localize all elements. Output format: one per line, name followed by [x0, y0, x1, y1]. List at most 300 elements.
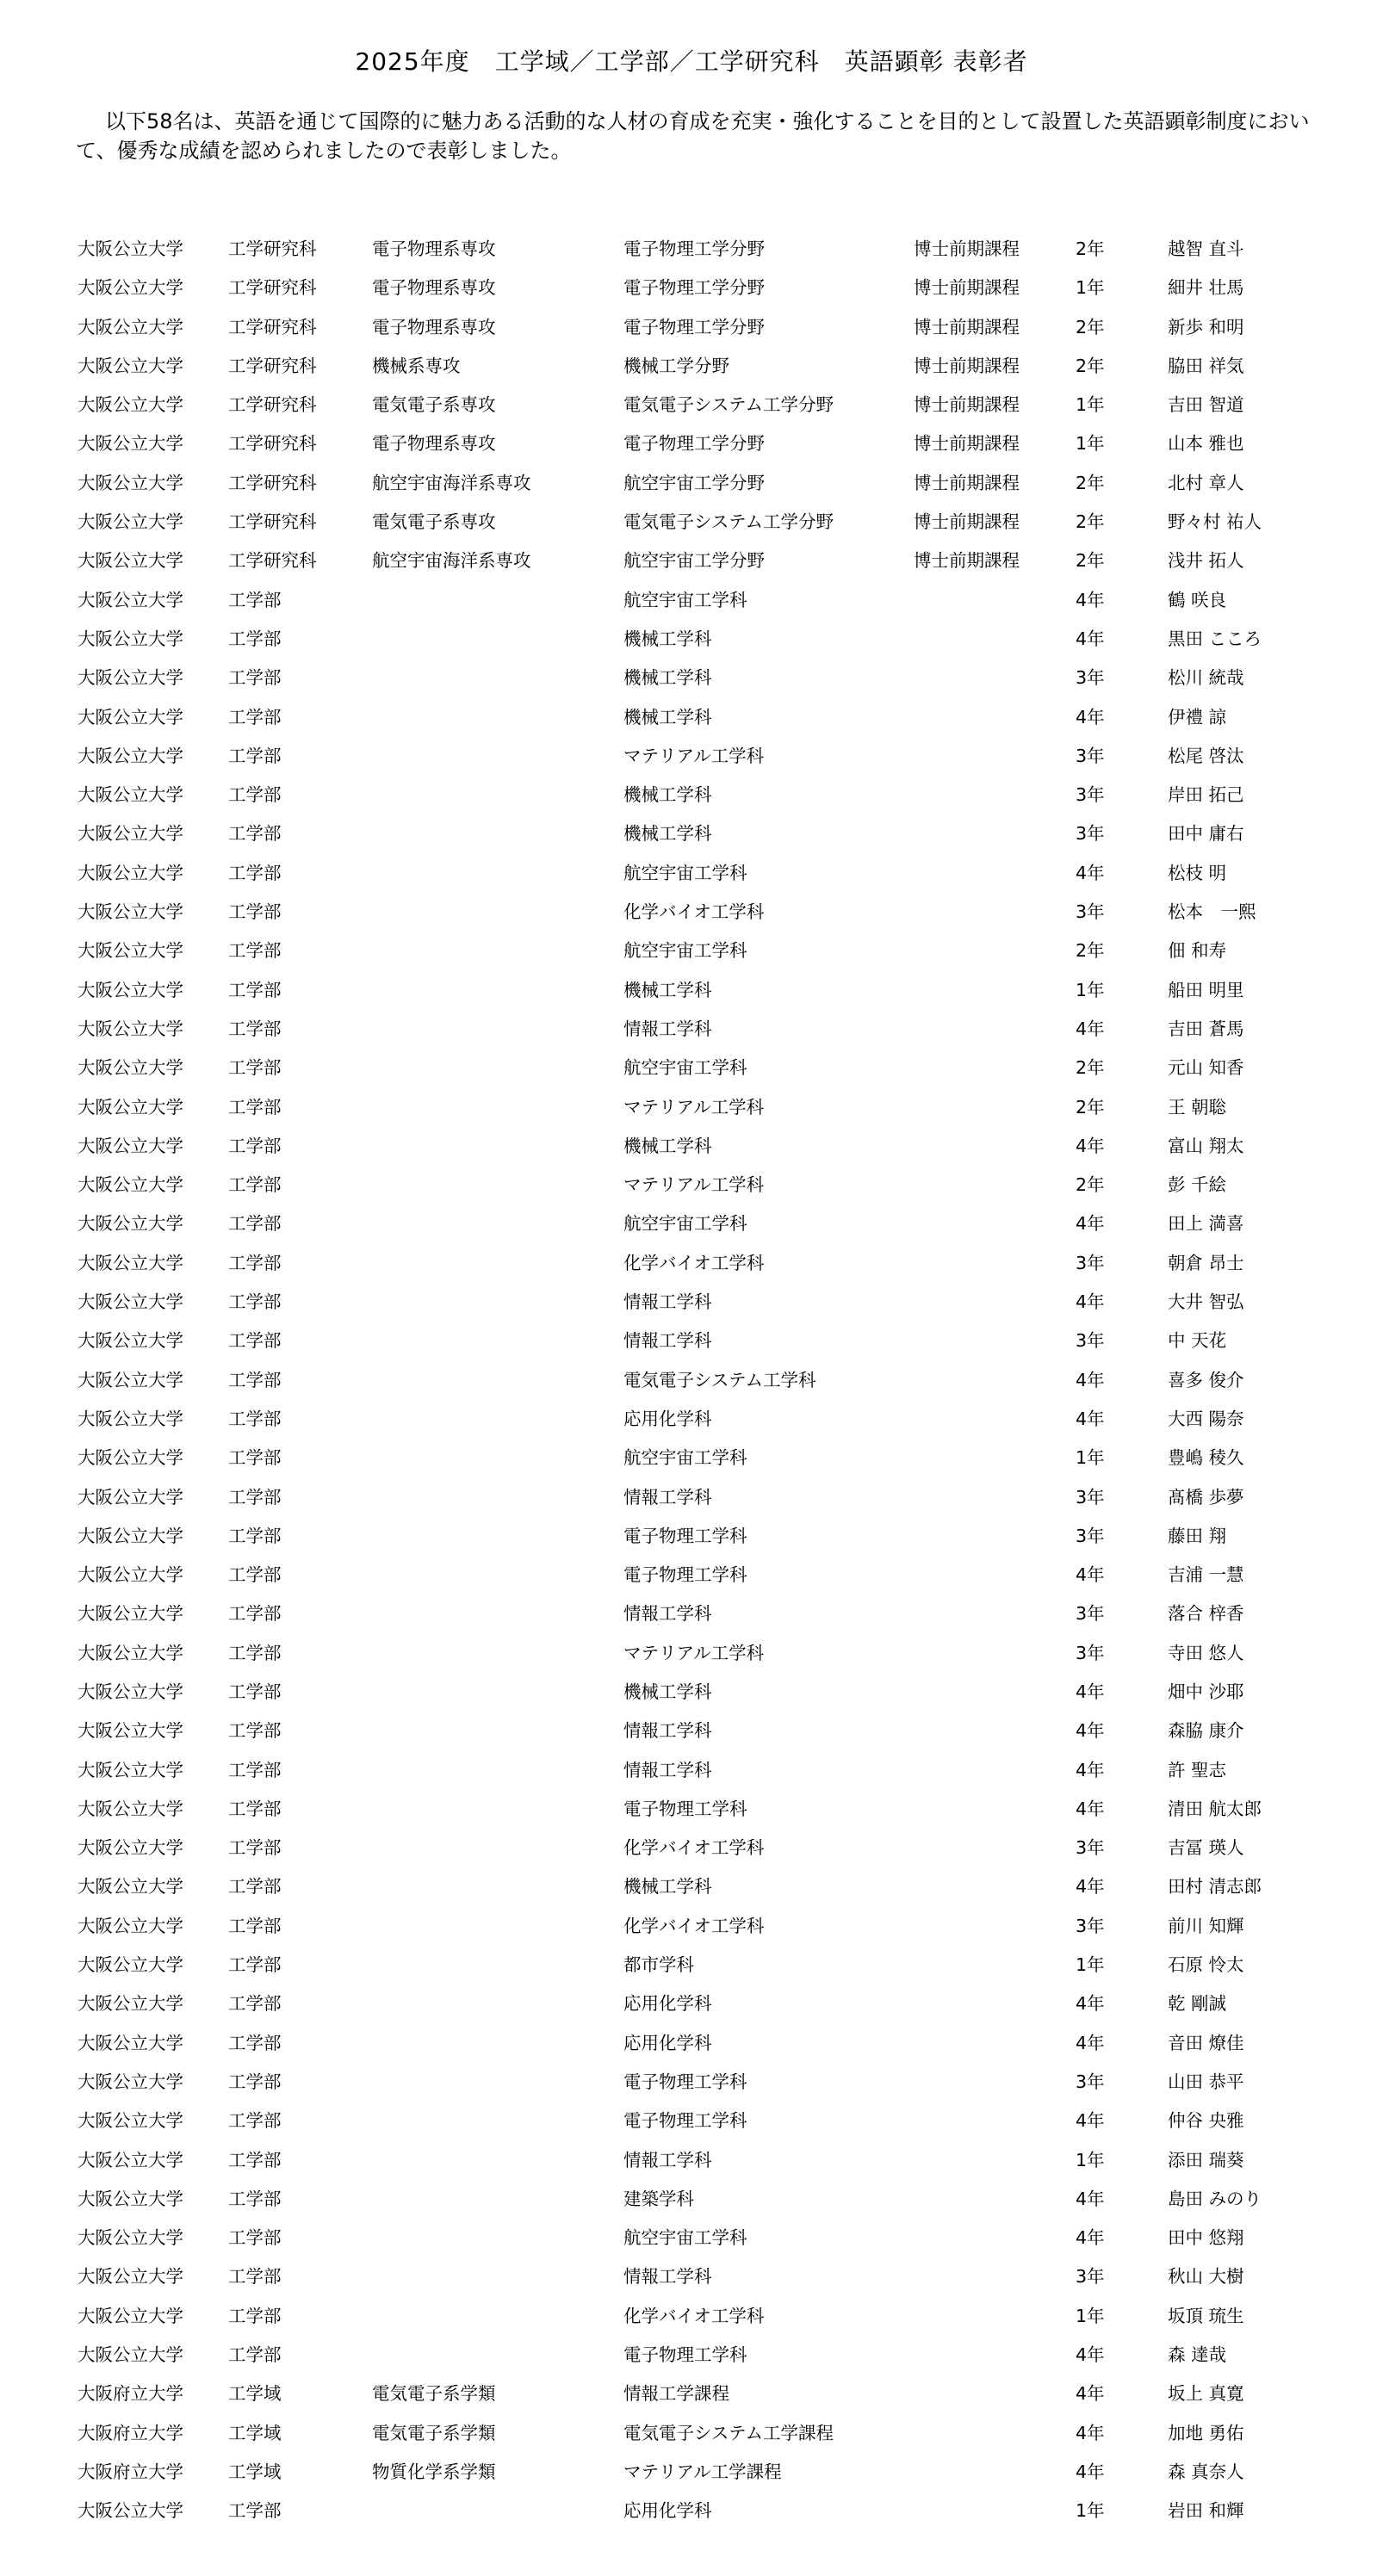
table-row: [0, 273, 1383, 312]
table-row: [0, 1014, 1383, 1053]
major-cell: 機械工学分野: [623, 355, 729, 376]
name-cell: 山田 恭平: [1168, 2071, 1244, 2092]
faculty-cell: 工学部: [228, 1642, 282, 1663]
table-row: [0, 780, 1383, 819]
name-cell: 黒田 こころ: [1168, 628, 1262, 649]
table-row: [0, 2262, 1383, 2300]
table-row: [0, 1287, 1383, 1326]
year-cell: 4年: [1076, 589, 1105, 610]
major-cell: 電気電子システム工学分野: [623, 511, 834, 533]
year-cell: 3年: [1076, 784, 1105, 806]
year-cell: 4年: [1076, 706, 1105, 728]
university-cell: 大阪公立大学: [78, 511, 183, 533]
table-row: [0, 1560, 1383, 1599]
university-cell: 大阪公立大学: [78, 2344, 183, 2366]
major-cell: 情報工学科: [623, 2266, 712, 2288]
table-row: [0, 2223, 1383, 2262]
name-cell: 坂上 真寛: [1168, 2383, 1244, 2405]
year-cell: 3年: [1076, 667, 1105, 689]
name-cell: 元山 知香: [1168, 1057, 1244, 1079]
name-cell: 吉冨 瑛人: [1168, 1837, 1244, 1859]
table-row: [0, 1677, 1383, 1716]
name-cell: 髙橋 歩夢: [1168, 1486, 1244, 1508]
year-cell: 3年: [1076, 2071, 1105, 2092]
table-row: [0, 1443, 1383, 1482]
university-cell: 大阪府立大学: [78, 2383, 183, 2405]
faculty-cell: 工学部: [228, 1213, 282, 1235]
major-cell: 電子物理工学科: [623, 2110, 747, 2132]
faculty-cell: 工学部: [228, 1408, 282, 1429]
major-cell: 航空宇宙工学科: [623, 1447, 747, 1469]
table-row: [0, 1756, 1383, 1794]
major-cell: 情報工学科: [623, 1486, 712, 1508]
year-cell: 1年: [1076, 1954, 1105, 1976]
major-cell: 情報工学科: [623, 1330, 712, 1352]
major-cell: 都市学科: [623, 1954, 694, 1976]
faculty-cell: 工学研究科: [228, 355, 317, 376]
year-cell: 1年: [1076, 979, 1105, 1000]
faculty-cell: 工学部: [228, 1876, 282, 1898]
major-cell: 電子物理工学分野: [623, 433, 765, 455]
faculty-cell: 工学域: [228, 2461, 282, 2482]
document-title: 2025年度 工学域／工学部／工学研究科 英語顕彰 表彰者: [355, 47, 1028, 76]
faculty-cell: 工学部: [228, 2500, 282, 2522]
university-cell: 大阪公立大学: [78, 1681, 183, 1702]
table-row: [0, 2496, 1383, 2535]
name-cell: 彭 千絵: [1168, 1174, 1227, 1196]
table-row: [0, 585, 1383, 624]
faculty-cell: 工学部: [228, 2344, 282, 2366]
table-row: [0, 1404, 1383, 1443]
university-cell: 大阪公立大学: [78, 2305, 183, 2326]
major-cell: 電子物理工学科: [623, 1798, 747, 1819]
name-cell: 大井 智弘: [1168, 1291, 1244, 1313]
faculty-cell: 工学部: [228, 784, 282, 806]
university-cell: 大阪公立大学: [78, 2188, 183, 2209]
major-cell: 航空宇宙工学分野: [623, 550, 765, 572]
year-cell: 4年: [1076, 1408, 1105, 1429]
university-cell: 大阪府立大学: [78, 2422, 183, 2443]
year-cell: 2年: [1076, 238, 1105, 259]
faculty-cell: 工学域: [228, 2383, 282, 2405]
major-cell: 機械工学科: [623, 823, 712, 845]
university-cell: 大阪公立大学: [78, 2071, 183, 2092]
name-cell: 森 達哉: [1168, 2344, 1227, 2366]
university-cell: 大阪公立大学: [78, 1057, 183, 1079]
table-row: [0, 1053, 1383, 1092]
year-cell: 3年: [1076, 1603, 1105, 1625]
name-cell: 田村 清志郎: [1168, 1876, 1262, 1898]
table-row: [0, 1950, 1383, 1989]
major-cell: 化学バイオ工学科: [623, 2305, 765, 2326]
university-cell: 大阪公立大学: [78, 1525, 183, 1546]
year-cell: 1年: [1076, 2500, 1105, 2522]
year-cell: 1年: [1076, 433, 1105, 455]
table-row: [0, 1989, 1383, 2028]
major-cell: 応用化学科: [623, 2032, 712, 2053]
major-cell: 情報工学科: [623, 1018, 712, 1039]
name-cell: 田中 悠翔: [1168, 2227, 1244, 2249]
faculty-cell: 工学研究科: [228, 472, 317, 493]
table-row: [0, 2067, 1383, 2106]
university-cell: 大阪公立大学: [78, 589, 183, 610]
university-cell: 大阪公立大学: [78, 1837, 183, 1859]
major-cell: 化学バイオ工学科: [623, 1915, 765, 1936]
university-cell: 大阪公立大学: [78, 1291, 183, 1313]
course-cell: 博士前期課程: [914, 511, 1020, 533]
year-cell: 3年: [1076, 1330, 1105, 1352]
university-cell: 大阪公立大学: [78, 1096, 183, 1118]
faculty-cell: 工学部: [228, 1915, 282, 1936]
major-cell: 航空宇宙工学科: [623, 940, 747, 962]
year-cell: 3年: [1076, 1486, 1105, 1508]
name-cell: 王 朝聡: [1168, 1096, 1227, 1118]
major-cell: 機械工学科: [623, 1135, 712, 1156]
university-cell: 大阪公立大学: [78, 940, 183, 962]
year-cell: 3年: [1076, 1837, 1105, 1859]
year-cell: 1年: [1076, 2149, 1105, 2170]
table-row: [0, 703, 1383, 741]
name-cell: 松尾 啓汰: [1168, 745, 1244, 766]
major-cell: 機械工学科: [623, 1681, 712, 1702]
university-cell: 大阪公立大学: [78, 628, 183, 649]
university-cell: 大阪公立大学: [78, 979, 183, 1000]
department-cell: 物質化学系学類: [372, 2461, 496, 2482]
faculty-cell: 工学部: [228, 2110, 282, 2132]
name-cell: 松枝 明: [1168, 862, 1227, 883]
name-cell: 豊嶋 稜久: [1168, 1447, 1244, 1469]
table-row: [0, 1638, 1383, 1677]
university-cell: 大阪公立大学: [78, 2032, 183, 2053]
department-cell: 電子物理系専攻: [372, 433, 496, 455]
faculty-cell: 工学域: [228, 2422, 282, 2443]
major-cell: 電気電子システム工学分野: [623, 394, 834, 416]
major-cell: 情報工学科: [623, 1759, 712, 1780]
year-cell: 1年: [1076, 277, 1105, 299]
table-row: [0, 313, 1383, 351]
name-cell: 藤田 翔: [1168, 1525, 1227, 1546]
year-cell: 4年: [1076, 1876, 1105, 1898]
major-cell: マテリアル工学科: [623, 1174, 765, 1196]
name-cell: 吉田 智道: [1168, 394, 1244, 416]
table-row: [0, 429, 1383, 468]
faculty-cell: 工学部: [228, 1837, 282, 1859]
year-cell: 3年: [1076, 823, 1105, 845]
year-cell: 2年: [1076, 940, 1105, 962]
faculty-cell: 工学部: [228, 1993, 282, 2015]
year-cell: 2年: [1076, 472, 1105, 493]
university-cell: 大阪公立大学: [78, 1798, 183, 1819]
university-cell: 大阪公立大学: [78, 1603, 183, 1625]
name-cell: 山本 雅也: [1168, 433, 1244, 455]
year-cell: 4年: [1076, 1720, 1105, 1742]
faculty-cell: 工学部: [228, 628, 282, 649]
department-cell: 航空宇宙海洋系専攻: [372, 550, 531, 572]
major-cell: 情報工学科: [623, 1603, 712, 1625]
university-cell: 大阪公立大学: [78, 355, 183, 376]
name-cell: 石原 怜太: [1168, 1954, 1244, 1976]
major-cell: 電気電子システム工学科: [623, 1369, 816, 1390]
university-cell: 大阪公立大学: [78, 316, 183, 337]
faculty-cell: 工学部: [228, 1525, 282, 1546]
major-cell: 航空宇宙工学科: [623, 1057, 747, 1079]
name-cell: 島田 みのり: [1168, 2188, 1262, 2209]
year-cell: 3年: [1076, 1642, 1105, 1663]
table-row: [0, 1794, 1383, 1833]
faculty-cell: 工学部: [228, 1330, 282, 1352]
major-cell: 電子物理工学科: [623, 1525, 747, 1546]
table-row: [0, 624, 1383, 663]
faculty-cell: 工学部: [228, 1486, 282, 1508]
faculty-cell: 工学部: [228, 1720, 282, 1742]
table-row: [0, 1209, 1383, 1248]
course-cell: 博士前期課程: [914, 550, 1020, 572]
faculty-cell: 工学部: [228, 1954, 282, 1976]
university-cell: 大阪公立大学: [78, 2500, 183, 2522]
table-row: [0, 2106, 1383, 2145]
university-cell: 大阪公立大学: [78, 2227, 183, 2249]
table-row: [0, 1248, 1383, 1287]
table-row: [0, 1521, 1383, 1560]
faculty-cell: 工学部: [228, 745, 282, 766]
faculty-cell: 工学部: [228, 2071, 282, 2092]
year-cell: 4年: [1076, 1291, 1105, 1313]
name-cell: 坂頂 琉生: [1168, 2305, 1244, 2326]
university-cell: 大阪公立大学: [78, 1252, 183, 1273]
major-cell: 機械工学科: [623, 1876, 712, 1898]
major-cell: 機械工学科: [623, 706, 712, 728]
university-cell: 大阪公立大学: [78, 1213, 183, 1235]
major-cell: 電子物理工学科: [623, 2071, 747, 2092]
table-row: [0, 2184, 1383, 2223]
university-cell: 大阪公立大学: [78, 472, 183, 493]
faculty-cell: 工学部: [228, 2188, 282, 2209]
table-row: [0, 858, 1383, 897]
table-row: [0, 234, 1383, 273]
name-cell: 畑中 沙耶: [1168, 1681, 1244, 1702]
university-cell: 大阪公立大学: [78, 1915, 183, 1936]
faculty-cell: 工学部: [228, 1291, 282, 1313]
course-cell: 博士前期課程: [914, 277, 1020, 299]
year-cell: 3年: [1076, 2266, 1105, 2288]
major-cell: 情報工学科: [623, 2149, 712, 2170]
university-cell: 大阪公立大学: [78, 2266, 183, 2288]
year-cell: 4年: [1076, 2461, 1105, 2482]
name-cell: 佃 和寿: [1168, 940, 1227, 962]
year-cell: 2年: [1076, 1174, 1105, 1196]
course-cell: 博士前期課程: [914, 433, 1020, 455]
faculty-cell: 工学部: [228, 1252, 282, 1273]
year-cell: 1年: [1076, 2305, 1105, 2326]
faculty-cell: 工学研究科: [228, 238, 317, 259]
major-cell: 情報工学課程: [623, 2383, 729, 2405]
university-cell: 大阪公立大学: [78, 1759, 183, 1780]
university-cell: 大阪公立大学: [78, 1876, 183, 1898]
name-cell: 乾 剛誠: [1168, 1993, 1227, 2015]
table-row: [0, 2379, 1383, 2418]
name-cell: 細井 壮馬: [1168, 277, 1244, 299]
name-cell: 越智 直斗: [1168, 238, 1244, 259]
department-cell: 電子物理系専攻: [372, 316, 496, 337]
table-row: [0, 351, 1383, 390]
table-row: [0, 1365, 1383, 1404]
university-cell: 大阪公立大学: [78, 1330, 183, 1352]
year-cell: 3年: [1076, 745, 1105, 766]
faculty-cell: 工学部: [228, 940, 282, 962]
awardee-table: [0, 234, 1383, 2536]
table-row: [0, 507, 1383, 546]
university-cell: 大阪公立大学: [78, 901, 183, 923]
name-cell: 加地 勇佑: [1168, 2422, 1244, 2443]
name-cell: 仲谷 央雅: [1168, 2110, 1244, 2132]
major-cell: 機械工学科: [623, 667, 712, 689]
course-cell: 博士前期課程: [914, 238, 1020, 259]
year-cell: 3年: [1076, 1252, 1105, 1273]
university-cell: 大阪公立大学: [78, 1954, 183, 1976]
year-cell: 1年: [1076, 1447, 1105, 1469]
table-row: [0, 1170, 1383, 1209]
course-cell: 博士前期課程: [914, 355, 1020, 376]
year-cell: 4年: [1076, 1798, 1105, 1819]
university-cell: 大阪公立大学: [78, 2149, 183, 2170]
year-cell: 4年: [1076, 1213, 1105, 1235]
name-cell: 森 真奈人: [1168, 2461, 1244, 2482]
faculty-cell: 工学研究科: [228, 550, 317, 572]
year-cell: 4年: [1076, 2344, 1105, 2366]
year-cell: 4年: [1076, 1681, 1105, 1702]
major-cell: 電子物理工学科: [623, 2344, 747, 2366]
table-row: [0, 1599, 1383, 1638]
year-cell: 4年: [1076, 1135, 1105, 1156]
major-cell: 機械工学科: [623, 784, 712, 806]
university-cell: 大阪公立大学: [78, 238, 183, 259]
faculty-cell: 工学部: [228, 2305, 282, 2326]
major-cell: マテリアル工学課程: [623, 2461, 782, 2482]
faculty-cell: 工学部: [228, 589, 282, 610]
name-cell: 船田 明里: [1168, 979, 1244, 1000]
faculty-cell: 工学部: [228, 1135, 282, 1156]
name-cell: 松本 一熙: [1168, 901, 1256, 923]
year-cell: 2年: [1076, 355, 1105, 376]
department-cell: 電気電子系専攻: [372, 394, 496, 416]
year-cell: 4年: [1076, 1564, 1105, 1586]
faculty-cell: 工学部: [228, 1759, 282, 1780]
table-row: [0, 2146, 1383, 2184]
faculty-cell: 工学部: [228, 2227, 282, 2249]
major-cell: 電子物理工学分野: [623, 238, 765, 259]
year-cell: 4年: [1076, 2227, 1105, 2249]
table-row: [0, 2418, 1383, 2457]
university-cell: 大阪公立大学: [78, 1135, 183, 1156]
university-cell: 大阪公立大学: [78, 862, 183, 883]
table-row: [0, 468, 1383, 507]
name-cell: 松川 統哉: [1168, 667, 1244, 689]
major-cell: 機械工学科: [623, 979, 712, 1000]
name-cell: 秋山 大樹: [1168, 2266, 1244, 2288]
major-cell: 航空宇宙工学科: [623, 2227, 747, 2249]
major-cell: 航空宇宙工学科: [623, 862, 747, 883]
faculty-cell: 工学部: [228, 2149, 282, 2170]
year-cell: 1年: [1076, 394, 1105, 416]
year-cell: 4年: [1076, 2032, 1105, 2053]
name-cell: 新歩 和明: [1168, 316, 1244, 337]
faculty-cell: 工学部: [228, 1057, 282, 1079]
major-cell: 応用化学科: [623, 1408, 712, 1429]
department-cell: 機械系専攻: [372, 355, 461, 376]
faculty-cell: 工学部: [228, 1798, 282, 1819]
year-cell: 3年: [1076, 1525, 1105, 1546]
name-cell: 岩田 和輝: [1168, 2500, 1244, 2522]
faculty-cell: 工学部: [228, 2032, 282, 2053]
name-cell: 音田 燎佳: [1168, 2032, 1244, 2053]
name-cell: 添田 瑞葵: [1168, 2149, 1244, 2170]
name-cell: 富山 翔太: [1168, 1135, 1244, 1156]
year-cell: 4年: [1076, 1369, 1105, 1390]
faculty-cell: 工学部: [228, 1564, 282, 1586]
major-cell: 化学バイオ工学科: [623, 901, 765, 923]
course-cell: 博士前期課程: [914, 472, 1020, 493]
major-cell: マテリアル工学科: [623, 1642, 765, 1663]
university-cell: 大阪公立大学: [78, 1018, 183, 1039]
faculty-cell: 工学部: [228, 1174, 282, 1196]
year-cell: 2年: [1076, 316, 1105, 337]
course-cell: 博士前期課程: [914, 394, 1020, 416]
year-cell: 4年: [1076, 862, 1105, 883]
major-cell: 化学バイオ工学科: [623, 1837, 765, 1859]
name-cell: 前川 知輝: [1168, 1915, 1244, 1936]
major-cell: 建築学科: [623, 2188, 694, 2209]
faculty-cell: 工学研究科: [228, 433, 317, 455]
faculty-cell: 工学部: [228, 1681, 282, 1702]
table-row: [0, 1483, 1383, 1521]
year-cell: 4年: [1076, 2422, 1105, 2443]
faculty-cell: 工学研究科: [228, 394, 317, 416]
university-cell: 大阪公立大学: [78, 1564, 183, 1586]
university-cell: 大阪府立大学: [78, 2461, 183, 2482]
name-cell: 喜多 俊介: [1168, 1369, 1244, 1390]
name-cell: 浅井 拓人: [1168, 550, 1244, 572]
university-cell: 大阪公立大学: [78, 277, 183, 299]
university-cell: 大阪公立大学: [78, 745, 183, 766]
table-row: [0, 663, 1383, 702]
department-cell: 電気電子系学類: [372, 2383, 496, 2405]
major-cell: マテリアル工学科: [623, 1096, 765, 1118]
table-row: [0, 1093, 1383, 1131]
year-cell: 2年: [1076, 1057, 1105, 1079]
name-cell: 野々村 祐人: [1168, 511, 1262, 533]
major-cell: 電子物理工学分野: [623, 277, 765, 299]
major-cell: 情報工学科: [623, 1720, 712, 1742]
table-row: [0, 546, 1383, 585]
year-cell: 2年: [1076, 1096, 1105, 1118]
table-row: [0, 819, 1383, 858]
university-cell: 大阪公立大学: [78, 1642, 183, 1663]
university-cell: 大阪公立大学: [78, 550, 183, 572]
name-cell: 岸田 拓己: [1168, 784, 1244, 806]
university-cell: 大阪公立大学: [78, 1486, 183, 1508]
table-row: [0, 1833, 1383, 1872]
year-cell: 4年: [1076, 2110, 1105, 2132]
major-cell: 電気電子システム工学課程: [623, 2422, 834, 2443]
year-cell: 4年: [1076, 1759, 1105, 1780]
table-row: [0, 2301, 1383, 2340]
major-cell: 化学バイオ工学科: [623, 1252, 765, 1273]
table-row: [0, 2028, 1383, 2067]
major-cell: 応用化学科: [623, 1993, 712, 2015]
year-cell: 4年: [1076, 628, 1105, 649]
department-cell: 電気電子系専攻: [372, 511, 496, 533]
table-row: [0, 741, 1383, 780]
